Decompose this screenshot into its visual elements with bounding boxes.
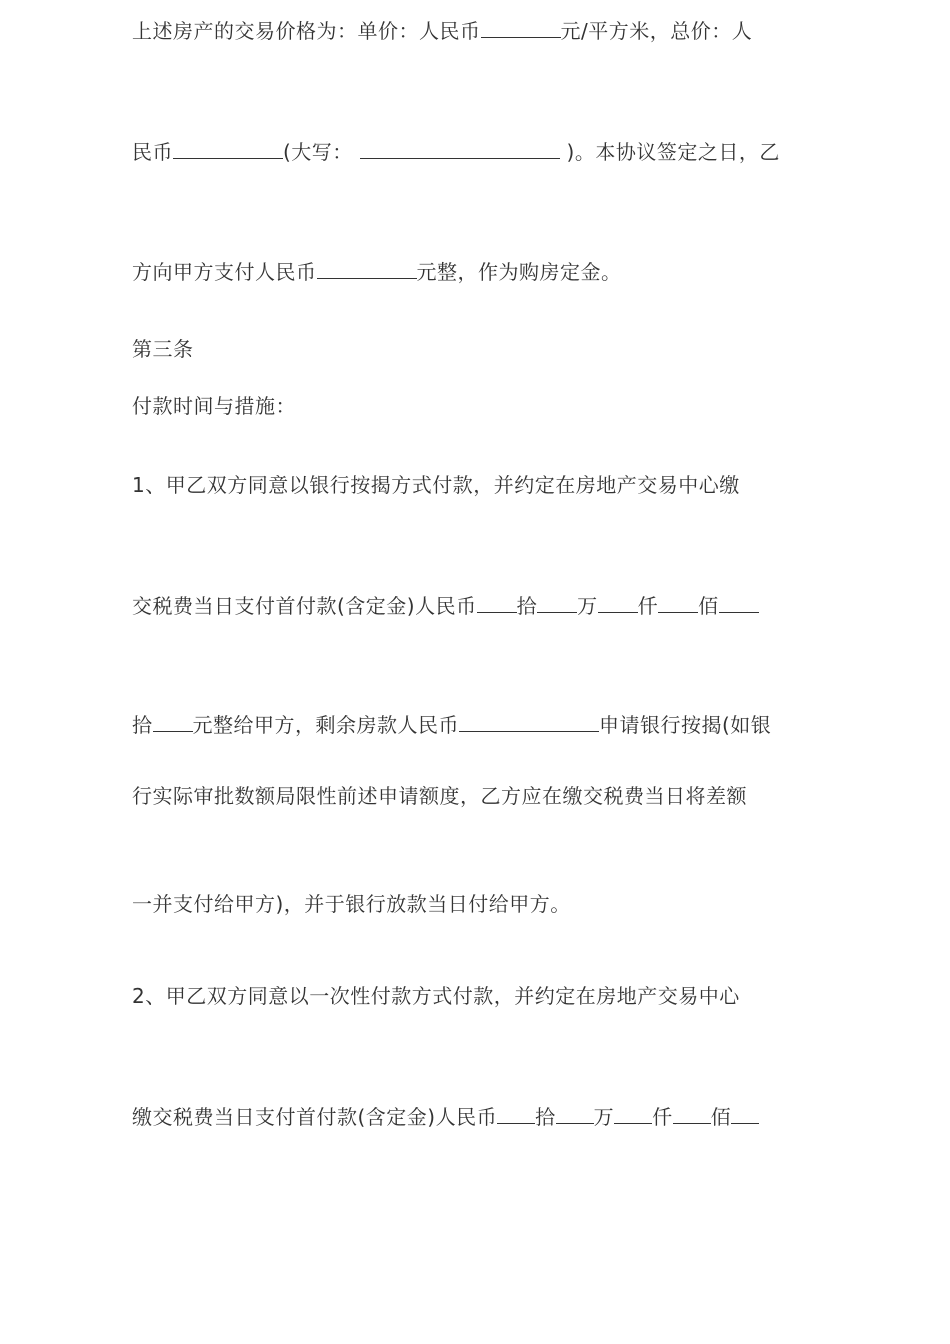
text-segment: 万 [577, 594, 598, 618]
text-segment: 元/平方米，总价：人 [560, 19, 753, 43]
fill-blank-amount[interactable] [598, 590, 638, 613]
text-segment: 行实际审批数额局限性前述申请额度，乙方应在缴交税费当日将差额 [132, 784, 747, 808]
clause-1-line-3 [132, 709, 814, 740]
contract-line-price [132, 15, 814, 46]
clause-2-line-2 [132, 1101, 814, 1132]
fill-blank-total-price[interactable] [173, 136, 283, 159]
clause-1-line-1 [132, 470, 814, 500]
text-segment: (大写： [283, 140, 353, 164]
text-segment: 佰 [710, 1105, 732, 1129]
fill-blank-amount[interactable] [731, 1101, 759, 1124]
text-segment: 仟 [652, 1105, 673, 1129]
fill-blank-amount[interactable] [537, 590, 577, 613]
fill-blank-amount[interactable] [497, 1101, 535, 1124]
article-subheading: 付款时间与措施： [132, 394, 296, 418]
text-segment: 拾 [535, 1105, 556, 1129]
text-segment: 1、甲乙双方同意以银行按揭方式付款，并约定在房地产交易中心缴 [132, 473, 740, 497]
text-segment: 万 [593, 1105, 615, 1129]
text-segment: 2、甲乙双方同意以一次性付款方式付款，并约定在房地产交易中心 [132, 984, 740, 1008]
text-segment: 方向甲方支付人民币 [132, 260, 317, 284]
clause-1-line-5: 一并支付给甲方)，并于银行放款当日付给甲方。 [132, 892, 571, 916]
text-segment: 佰 [698, 594, 719, 618]
fill-blank-deposit[interactable] [317, 256, 417, 279]
text-segment: 拾 [132, 713, 153, 737]
fill-blank-amount[interactable] [153, 709, 193, 732]
article-heading: 第三条 [132, 337, 194, 361]
contract-line-total [132, 136, 814, 167]
text-segment: 仟 [637, 594, 659, 618]
fill-blank-amount[interactable] [614, 1101, 652, 1124]
text-segment: 元整，作为购房定金。 [416, 260, 622, 284]
text-segment: 申请银行按揭(如银 [599, 713, 772, 737]
text-segment: 交税费当日支付首付款(含定金)人民币 [132, 594, 477, 618]
clause-2-line-1 [132, 981, 814, 1011]
clause-1-line-2 [132, 590, 814, 621]
fill-blank-unit-price[interactable] [481, 15, 561, 38]
fill-blank-amount[interactable] [556, 1101, 594, 1124]
contract-line-deposit [132, 256, 622, 287]
fill-blank-amount[interactable] [673, 1101, 711, 1124]
fill-blank-amount[interactable] [658, 590, 698, 613]
text-segment: 元整给甲方，剩余房款人民币 [192, 713, 459, 737]
clause-1-line-4 [132, 781, 814, 811]
fill-blank-total-uppercase[interactable] [360, 136, 560, 159]
fill-blank-remaining[interactable] [459, 709, 599, 732]
fill-blank-amount[interactable] [477, 590, 517, 613]
text-segment: )。本协议签定之日，乙 [566, 140, 780, 164]
fill-blank-amount[interactable] [719, 590, 759, 613]
text-segment: 上述房产的交易价格为：单价：人民币 [132, 19, 481, 43]
text-segment: 拾 [516, 594, 538, 618]
text-segment: 缴交税费当日支付首付款(含定金)人民币 [132, 1105, 498, 1129]
text-segment: 民币 [132, 140, 173, 164]
